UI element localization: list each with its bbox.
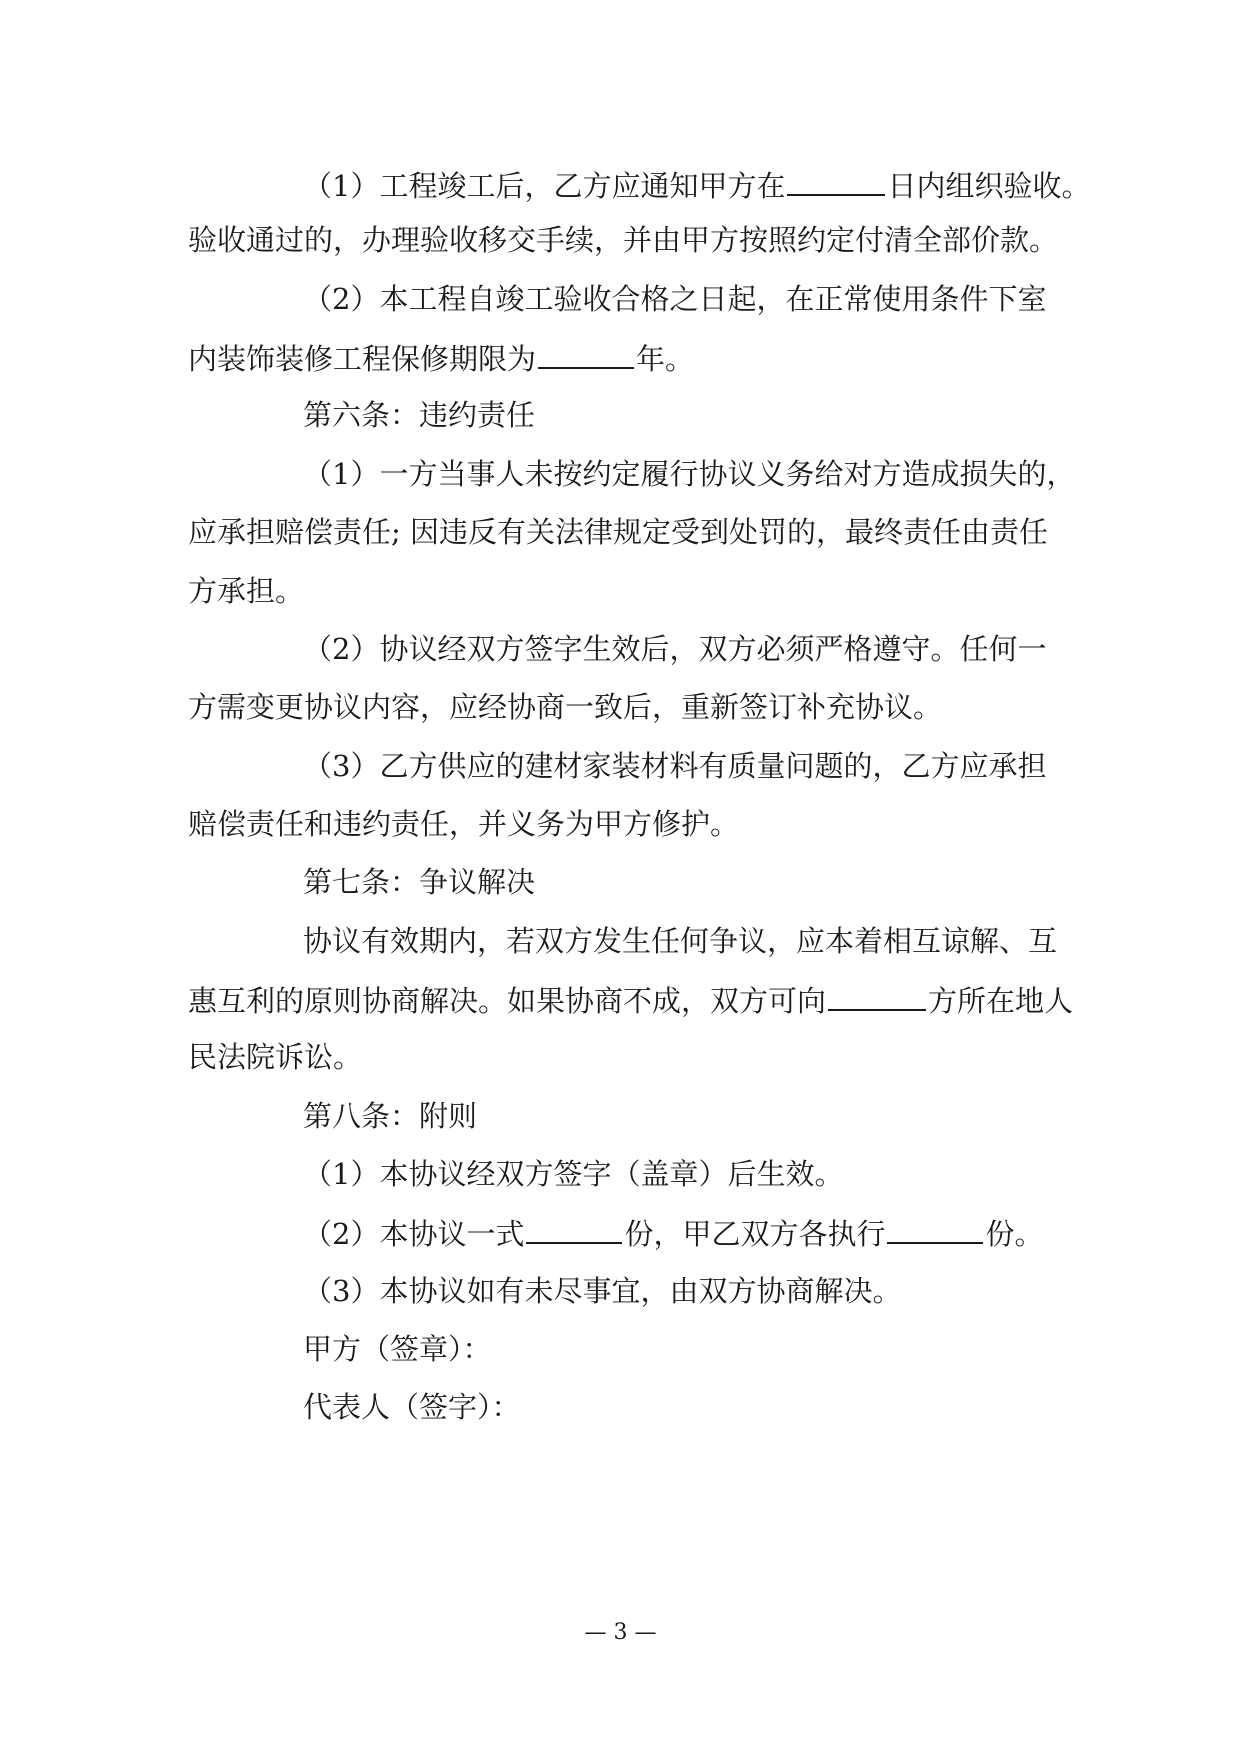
article-7-line-1 [303, 921, 1057, 961]
clause-5-2-line-1 [303, 279, 1046, 319]
clause-6-1-line-1 [303, 454, 1075, 494]
fill-blank-copies-each[interactable] [887, 1212, 983, 1244]
text-segment: （3）乙方供应的建材家装材料有质量问题的，乙方应承担 [303, 749, 1047, 783]
text-segment: 协议有效期内，若双方发生任何争议，应本着相互谅解、互 [303, 924, 1058, 958]
section-heading: 第七条：争议解决 [303, 865, 536, 899]
clause-6-3-line-1 [303, 746, 1046, 786]
article-7-heading [303, 862, 535, 902]
text-segment: 赔偿责任和违约责任，并义务为甲方修护。 [188, 807, 740, 841]
clause-6-1-line-2 [188, 512, 1048, 552]
text-segment: （2）协议经双方签字生效后，双方必须严格遵守。任何一 [303, 632, 1047, 666]
text-segment: （1）本协议经双方签字（盖章）后生效。 [303, 1157, 844, 1191]
fill-blank-copies-total[interactable] [526, 1212, 622, 1244]
clause-5-2-line-2 [188, 337, 694, 377]
fill-blank-days[interactable] [787, 164, 885, 196]
text-segment: （2）本工程自竣工验收合格之日起，在正常使用条件下室 [303, 282, 1047, 316]
section-heading: 第八条：附则 [303, 1099, 478, 1133]
signature-label: 代表人（签字）： [303, 1390, 521, 1424]
text-segment: （1）工程竣工后，乙方应通知甲方在 [303, 169, 786, 203]
text-segment: 年。 [636, 342, 695, 376]
representative-signature-line [303, 1387, 521, 1427]
clause-5-1-line-2 [188, 220, 1058, 260]
signature-label: 甲方（签章）： [303, 1332, 492, 1366]
text-segment: 内装饰装修工程保修期限为 [188, 342, 537, 376]
clause-8-2 [303, 1212, 1043, 1252]
page-number: — 3 — [584, 1620, 657, 1645]
text-segment: 份，甲乙双方各执行 [624, 1217, 886, 1251]
section-heading: 第六条：违约责任 [303, 398, 536, 432]
clause-8-1 [303, 1154, 843, 1194]
text-segment: （1）一方当事人未按约定履行协议义务给对方造成损失的， [303, 457, 1076, 491]
article-6-heading [303, 395, 535, 435]
article-7-line-3 [188, 1037, 362, 1077]
clause-6-1-line-3 [188, 571, 304, 611]
text-segment: 方承担。 [188, 574, 305, 608]
text-segment: 方需变更协议内容，应经协商一致后，重新签订补充协议。 [188, 690, 943, 724]
clause-5-1-line-1 [303, 164, 1090, 204]
clause-6-3-line-2 [188, 804, 739, 844]
party-a-signature-line [303, 1329, 492, 1369]
text-segment: 方所在地人 [928, 984, 1074, 1018]
text-segment: （2）本协议一式 [303, 1217, 525, 1251]
text-segment: 验收通过的，办理验收移交手续，并由甲方按照约定付清全部价款。 [188, 223, 1059, 257]
text-segment: 惠互利的原则协商解决。如果协商不成，双方可向 [188, 984, 827, 1018]
article-7-line-2 [188, 979, 1073, 1019]
clause-6-2-line-2 [188, 687, 942, 727]
fill-blank-party[interactable] [828, 979, 926, 1011]
clause-6-2-line-1 [303, 629, 1046, 669]
text-segment: 份。 [985, 1217, 1044, 1251]
text-segment: 日内组织验收。 [887, 169, 1091, 203]
article-8-heading [303, 1096, 477, 1136]
text-segment: 民法院诉讼。 [188, 1040, 363, 1074]
text-segment: （3）本协议如有未尽事宜，由双方协商解决。 [303, 1274, 902, 1308]
clause-8-3 [303, 1271, 901, 1311]
fill-blank-warranty-years[interactable] [538, 337, 634, 369]
text-segment: 应承担赔偿责任; 因违反有关法律规定受到处罚的，最终责任由责任 [188, 515, 1048, 549]
